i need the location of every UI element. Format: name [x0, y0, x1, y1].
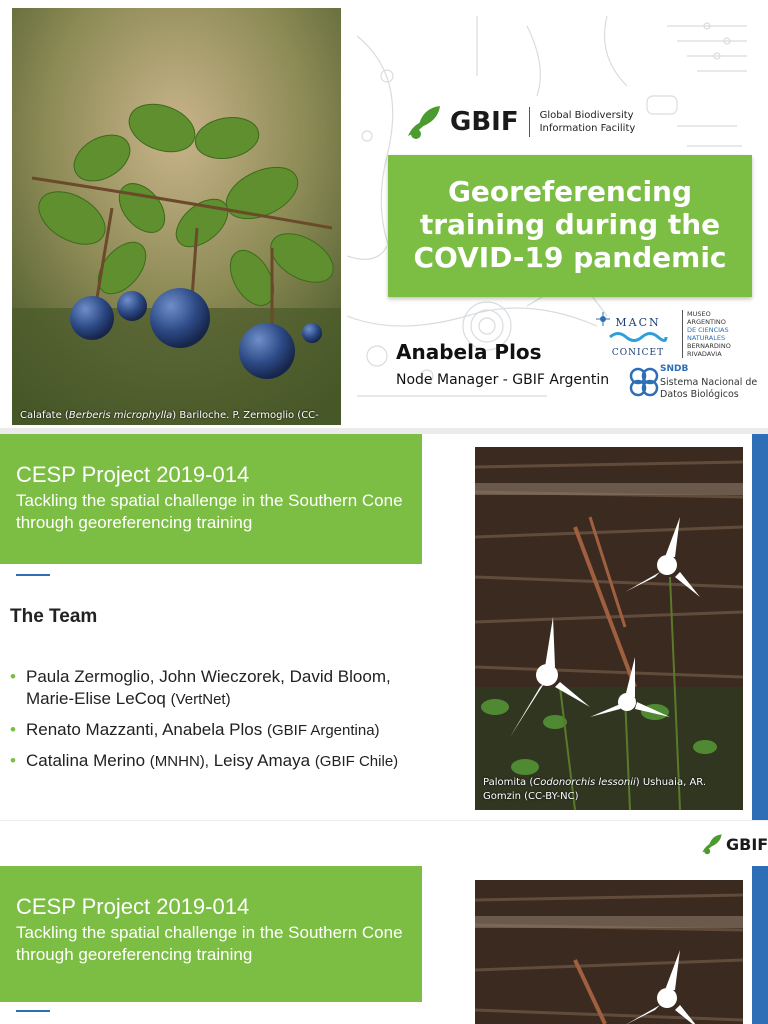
macn-line: BERNARDINO — [687, 342, 731, 350]
title-slide — [0, 0, 768, 428]
macn-line: NATURALES — [687, 334, 726, 342]
team-slide — [0, 434, 768, 820]
macn-wordmark: MACN — [615, 316, 661, 329]
team-org: (GBIF Argentina) — [267, 722, 380, 739]
gbif-wordmark: GBIF — [450, 107, 519, 137]
logo-divider — [529, 107, 530, 137]
gbif-leaf-icon — [404, 102, 444, 142]
project-header-band — [0, 434, 422, 564]
section-divider — [16, 1010, 50, 1012]
team-org: (GBIF Chile) — [314, 753, 399, 770]
macn-line: ARGENTINO — [687, 318, 726, 326]
bullet-icon: • — [10, 751, 16, 770]
list-item — [10, 719, 430, 742]
sndb-rings-icon — [628, 366, 660, 398]
sndb-line-1: Sistema Nacional de — [660, 377, 758, 388]
title-line-2: training during the — [419, 208, 721, 241]
presenter-name: Anabela Plos — [396, 340, 542, 364]
title-box — [388, 155, 752, 297]
slide-footer — [0, 820, 768, 863]
section-divider — [16, 574, 50, 576]
team-names: Paula Zermoglio, John Wieczorek, David Bloom, Marie-Elise LeCoq — [26, 667, 391, 708]
photo-caption — [20, 410, 319, 421]
macn-line: DE CIENCIAS — [687, 326, 729, 334]
team-names: Renato Mazzanti, Anabela Plos — [26, 720, 263, 739]
gbif-wordmark: GBIF — [726, 834, 768, 854]
sndb-wordmark: SNDB — [660, 364, 689, 374]
gbif-logo — [404, 100, 635, 144]
orchid-photo — [475, 880, 743, 1024]
wave-icon — [608, 330, 668, 344]
macn-text — [682, 310, 731, 358]
gbif-logo-text — [540, 109, 636, 135]
logo-line-1: Global Biodiversity — [539, 110, 634, 121]
project-subtitle: Tackling the spatial challenge in the Southern Cone through georeferencing training — [16, 491, 403, 532]
bullet-icon: • — [10, 667, 16, 686]
sndb-text — [660, 377, 757, 401]
macn-conicet-logo — [598, 310, 758, 360]
accent-bar — [752, 866, 768, 1024]
caption-species: Berberis microphylla — [68, 410, 173, 421]
macn-line: RIVADAVIA — [687, 350, 722, 358]
caption-prefix: Calafate ( — [20, 410, 69, 421]
project-header-band — [0, 866, 422, 1002]
team-names: Catalina Merino — [26, 751, 146, 770]
macn-symbol-icon — [596, 312, 610, 326]
photo-caption — [483, 776, 741, 804]
project-subtitle: Tackling the spatial challenge in the Southern Cone through georeferencing training — [16, 923, 403, 964]
conicet-wordmark: CONICET — [611, 348, 665, 358]
team-list — [10, 666, 430, 781]
caption-prefix: Palomita ( — [483, 777, 534, 788]
title-line-3: COVID-19 pandemic — [413, 241, 727, 274]
macn-line: MUSEO — [687, 310, 711, 318]
logo-line-2: Information Facility — [539, 123, 636, 134]
caption-suffix: ) Bariloche. P. Zermoglio (CC- — [172, 410, 319, 421]
team-org: (MNHN), — [149, 753, 209, 770]
calafate-photo — [12, 8, 341, 425]
caption-species: Codonorchis lessonii — [533, 777, 636, 788]
project-title: CESP Project 2019-014 — [16, 462, 250, 487]
sndb-line-2: Datos Biológicos — [660, 389, 739, 400]
team-slide-repeat — [0, 862, 768, 1024]
gbif-leaf-icon — [700, 832, 724, 856]
orchid-photo — [475, 447, 743, 810]
gbif-logo — [700, 832, 768, 856]
title-line-1: Georeferencing — [447, 175, 693, 208]
sndb-logo — [628, 364, 758, 404]
caption-suffix: ) Ushuaia, AR. Gomzin (CC-BY-NC) — [483, 777, 707, 802]
team-heading: The Team — [10, 606, 98, 627]
accent-bar — [752, 434, 768, 820]
team-names: Leisy Amaya — [213, 751, 311, 770]
team-org: (VertNet) — [170, 691, 231, 708]
list-item — [10, 666, 430, 711]
bullet-icon: • — [10, 720, 16, 739]
list-item — [10, 750, 430, 773]
presenter-role: Node Manager - GBIF Argentin — [396, 372, 610, 388]
project-title: CESP Project 2019-014 — [16, 894, 250, 919]
